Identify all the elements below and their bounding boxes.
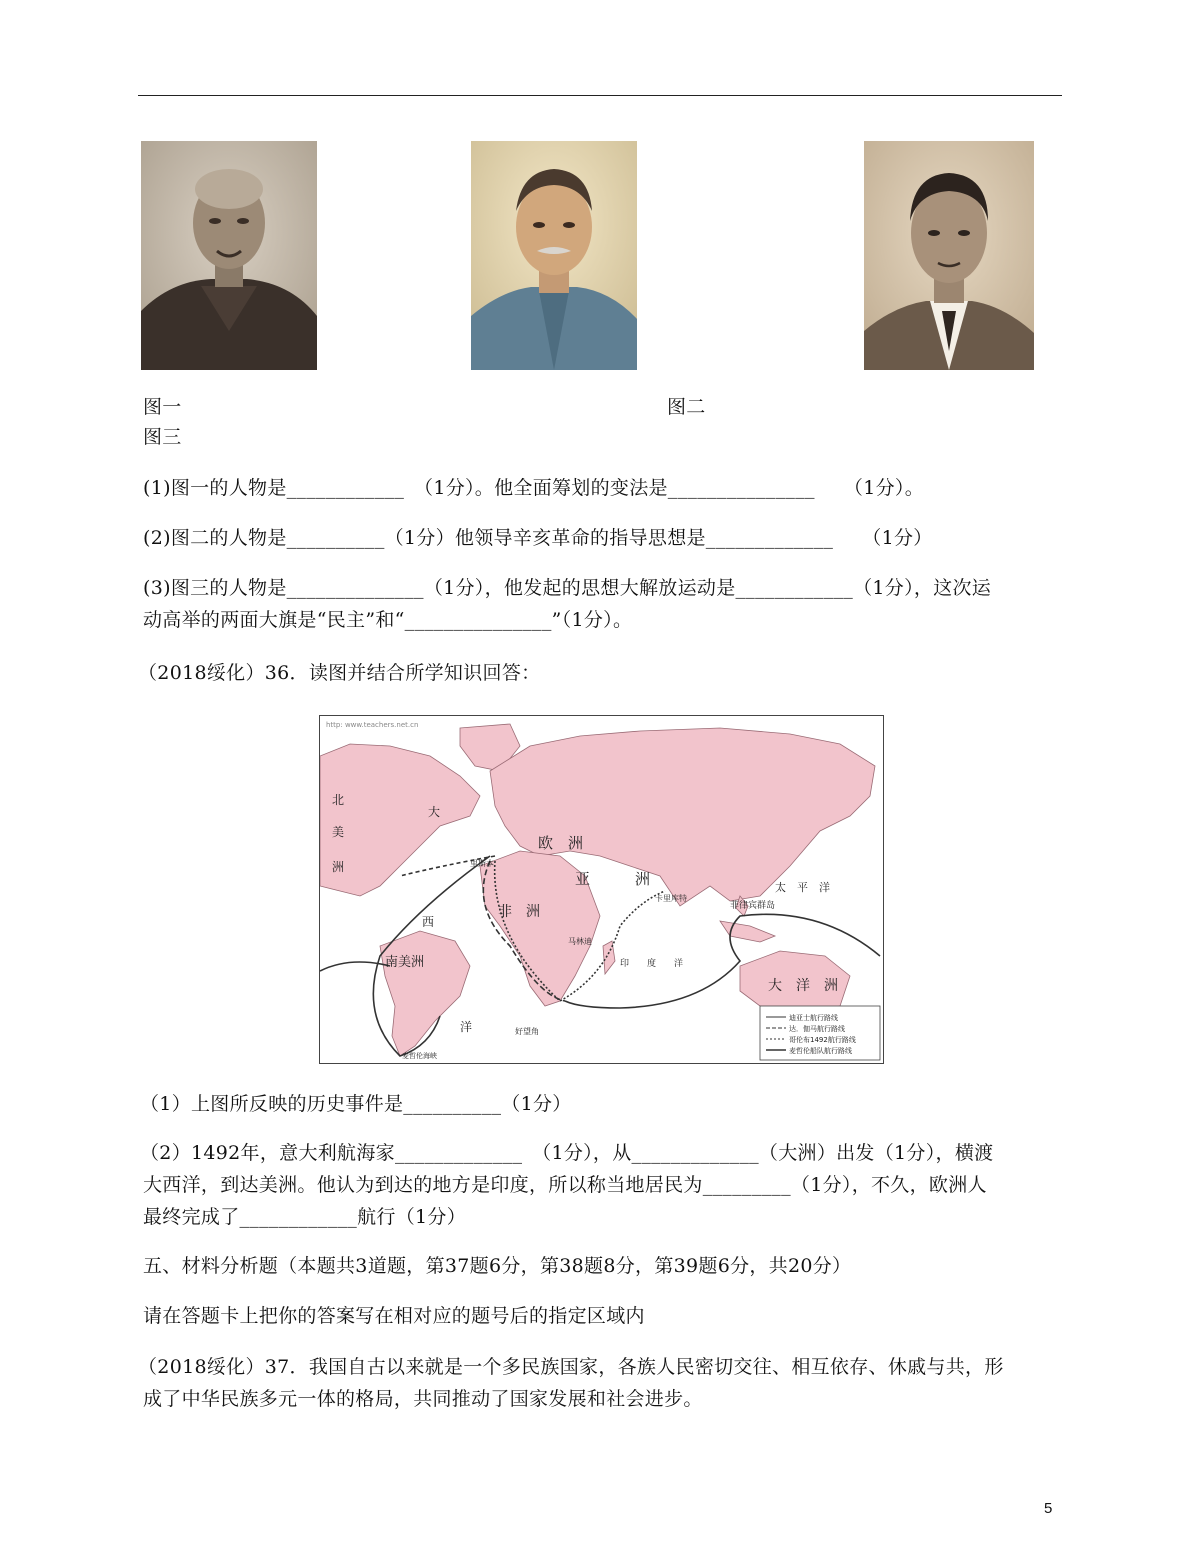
question-36-2-line-3: 最终完成了____________航行（1分） — [143, 1206, 466, 1228]
portrait-figure-3 — [864, 141, 1034, 370]
question-1: (1)图一的人物是____________ （1分）。他全面筹划的变法是_______________ （1分）。 — [143, 477, 924, 499]
label-north-america-1: 北 — [332, 793, 345, 807]
question-36-2-line-2: 大西洋，到达美洲。他认为到达的地方是印度，所以称当地居民为_________（1分），不久，欧洲人 — [143, 1174, 987, 1196]
figure-2-caption: 图二 — [667, 396, 706, 418]
world-navigation-map — [319, 715, 884, 1064]
legend-item-columbus: 哥伦布1492航行路线 — [789, 1036, 856, 1044]
label-atlantic-1: 大 — [428, 805, 441, 819]
label-oceania: 大 洋 洲 — [768, 978, 838, 994]
portrait-figure-1 — [141, 141, 317, 370]
page-number: 5 — [1044, 1500, 1053, 1517]
label-magellan-strait: 麦哲伦海峡 — [402, 1052, 437, 1060]
figure-1-caption: 图一 — [143, 396, 182, 418]
legend-item-magellan: 麦哲伦船队航行路线 — [789, 1047, 852, 1055]
label-africa: 非 洲 — [498, 904, 540, 920]
map-legend — [760, 1006, 880, 1060]
label-lisbon: 里斯本 — [470, 859, 494, 868]
section-5-instruction: 请在答题卡上把你的答案写在相对应的题号后的指定区域内 — [143, 1305, 645, 1327]
question-37-line-1: （2018绥化）37．我国自古以来就是一个多民族国家，各族人民密切交往、相互依存、休戚与共，形 — [138, 1356, 1004, 1378]
question-37-line-2: 成了中华民族多元一体的格局，共同推动了国家发展和社会进步。 — [143, 1388, 703, 1410]
label-indian-ocean: 印 度 洋 — [620, 959, 684, 969]
question-2: (2)图二的人物是__________（1分）他领导辛亥革命的指导思想是_____________ （1分） — [143, 527, 933, 549]
question-36-1: （1）上图所反映的历史事件是__________（1分） — [140, 1093, 572, 1115]
label-philippines: 菲律宾群岛 — [730, 901, 776, 911]
label-malindi: 马林迪 — [568, 937, 592, 946]
label-asia: 亚 洲 — [575, 870, 651, 888]
figure-3-caption: 图三 — [143, 426, 182, 448]
legend-item-dias: 迪亚士航行路线 — [789, 1014, 838, 1022]
label-south-america: 南美洲 — [385, 955, 425, 970]
label-good-hope: 好望角 — [515, 1027, 539, 1036]
label-calicut: 卡里库特 — [655, 894, 687, 903]
question-36-title: （2018绥化）36．读图并结合所学知识回答： — [138, 662, 541, 684]
label-europe: 欧 洲 — [538, 834, 584, 852]
label-atlantic-2: 西 — [422, 915, 435, 929]
legend-item-da-gama: 达．伽马航行路线 — [789, 1025, 845, 1033]
portrait-figure-2 — [471, 141, 637, 370]
label-north-america-2: 美 — [332, 825, 345, 839]
label-atlantic-3: 洋 — [460, 1020, 473, 1034]
question-3-line-2: 动高举的两面大旗是“民主”和“_______________”（1分）。 — [143, 609, 633, 631]
question-36-2-line-1: （2）1492年，意大利航海家_____________ （1分），从_____________（大洲）出发（1分），横渡 — [140, 1142, 994, 1164]
section-5-title: 五、材料分析题（本题共3道题，第37题6分，第38题8分，第39题6分，共20分） — [143, 1255, 852, 1277]
label-pacific: 太 平 洋 — [775, 881, 830, 894]
label-north-america-3: 洲 — [332, 860, 345, 874]
header-rule — [138, 95, 1062, 96]
map-watermark: http: www.teachers.net.cn — [326, 721, 419, 729]
question-3-line-1: (3)图三的人物是______________（1分），他发起的思想大解放运动是____________（1分），这次运 — [143, 577, 992, 599]
